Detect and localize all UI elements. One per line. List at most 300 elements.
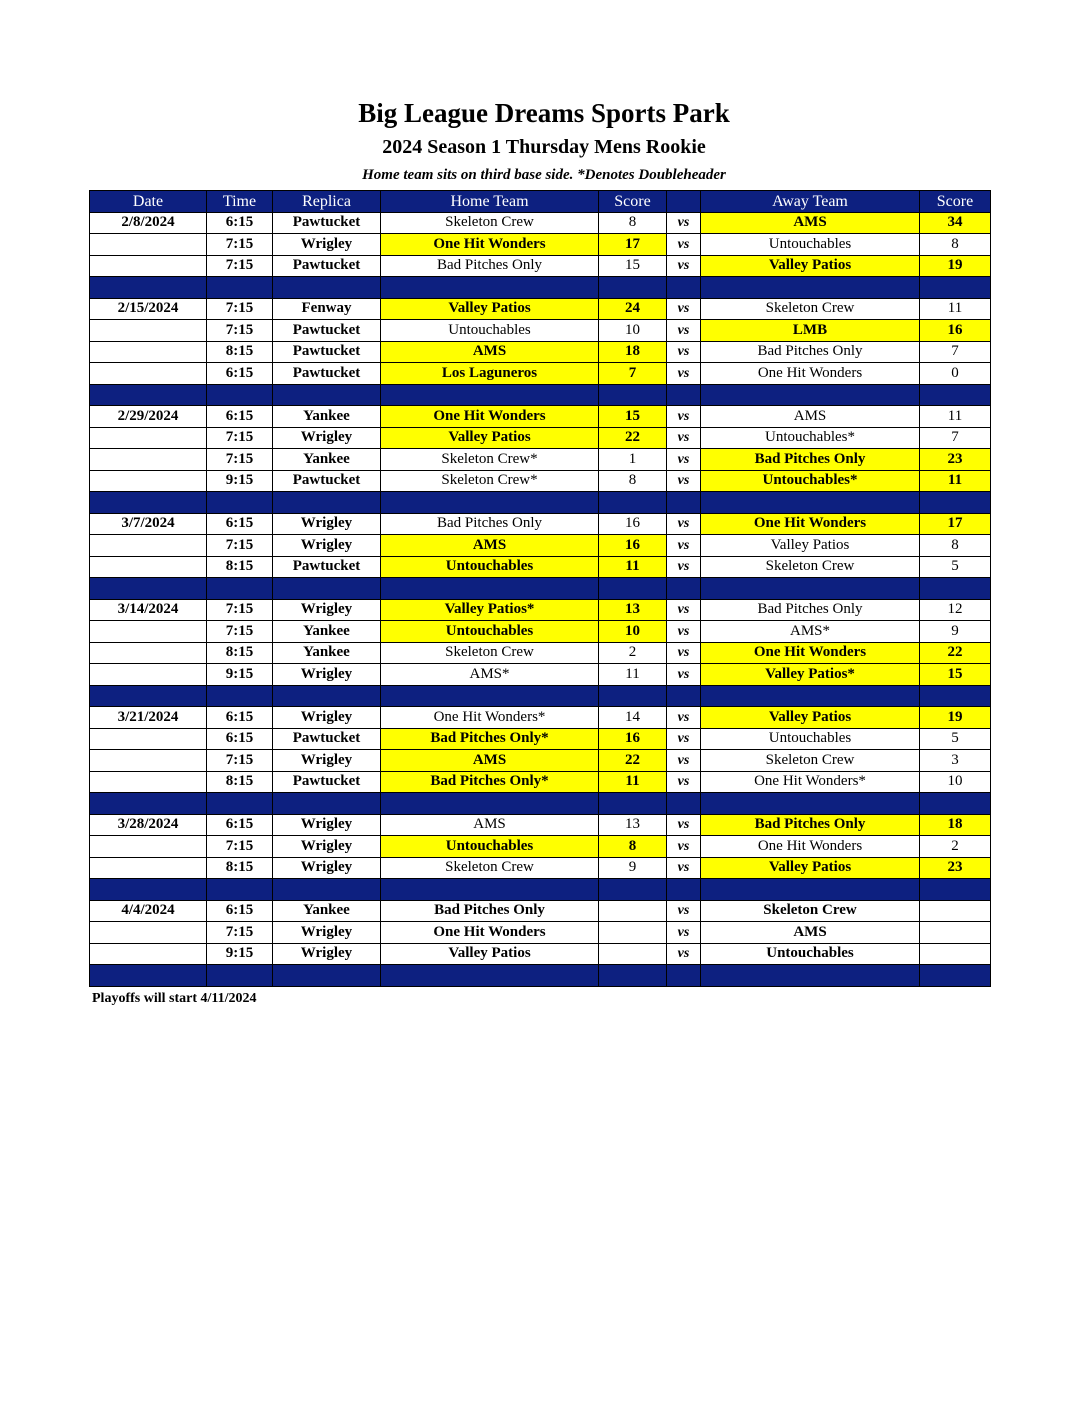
replica-cell: Wrigley (273, 836, 381, 858)
time-cell: 6:15 (207, 212, 273, 234)
separator-cell (920, 793, 991, 815)
replica-cell: Wrigley (273, 857, 381, 879)
time-cell: 8:15 (207, 642, 273, 664)
home-team-cell: Untouchables (381, 621, 599, 643)
week-separator-row (90, 879, 991, 901)
time-cell: 8:15 (207, 341, 273, 363)
away-team-cell: Untouchables* (701, 470, 920, 492)
home-score-cell: 13 (599, 814, 667, 836)
vs-cell: vs (667, 621, 701, 643)
separator-cell (207, 793, 273, 815)
separator-cell (273, 685, 381, 707)
separator-cell (381, 793, 599, 815)
time-cell: 7:15 (207, 599, 273, 621)
away-team-cell: Bad Pitches Only (701, 341, 920, 363)
separator-cell (701, 277, 920, 299)
away-team-cell: One Hit Wonders (701, 642, 920, 664)
date-cell (90, 857, 207, 879)
vs-cell: vs (667, 857, 701, 879)
home-score-cell: 16 (599, 728, 667, 750)
week-separator-row (90, 578, 991, 600)
away-team-cell: Skeleton Crew (701, 298, 920, 320)
table-row (90, 535, 991, 557)
separator-cell (599, 492, 667, 514)
away-team-cell: One Hit Wonders (701, 836, 920, 858)
home-team-cell: Valley Patios (381, 298, 599, 320)
replica-cell: Wrigley (273, 234, 381, 256)
away-score-cell (920, 943, 991, 965)
vs-cell: vs (667, 943, 701, 965)
separator-cell (667, 685, 701, 707)
away-team-cell: AMS* (701, 621, 920, 643)
vs-cell: vs (667, 298, 701, 320)
away-team-cell: Untouchables* (701, 427, 920, 449)
table-row (90, 449, 991, 471)
time-cell: 9:15 (207, 664, 273, 686)
separator-cell (381, 384, 599, 406)
page-title: Big League Dreams Sports Park (358, 98, 730, 128)
separator-cell (701, 793, 920, 815)
separator-cell (701, 879, 920, 901)
separator-cell (599, 879, 667, 901)
home-score-cell: 13 (599, 599, 667, 621)
table-row (90, 599, 991, 621)
separator-cell (920, 965, 991, 987)
vs-cell: vs (667, 922, 701, 944)
separator-cell (701, 965, 920, 987)
separator-cell (701, 492, 920, 514)
home-team-cell: Skeleton Crew (381, 857, 599, 879)
date-cell (90, 771, 207, 793)
separator-cell (273, 384, 381, 406)
date-cell: 3/7/2024 (90, 513, 207, 535)
table-row (90, 857, 991, 879)
table-row (90, 298, 991, 320)
separator-cell (920, 277, 991, 299)
away-team-cell: Bad Pitches Only (701, 599, 920, 621)
vs-cell: vs (667, 535, 701, 557)
home-team-cell: Skeleton Crew* (381, 449, 599, 471)
replica-cell: Pawtucket (273, 255, 381, 277)
table-row (90, 922, 991, 944)
replica-cell: Yankee (273, 900, 381, 922)
time-cell: 6:15 (207, 363, 273, 385)
replica-cell: Fenway (273, 298, 381, 320)
home-team-cell: AMS* (381, 664, 599, 686)
table-row (90, 814, 991, 836)
time-cell: 7:15 (207, 234, 273, 256)
home-score-cell: 15 (599, 255, 667, 277)
separator-cell (90, 492, 207, 514)
home-team-cell: One Hit Wonders (381, 922, 599, 944)
home-team-cell: Skeleton Crew (381, 642, 599, 664)
vs-cell: vs (667, 556, 701, 578)
separator-cell (90, 384, 207, 406)
time-cell: 7:15 (207, 449, 273, 471)
away-team-cell: LMB (701, 320, 920, 342)
separator-cell (599, 277, 667, 299)
replica-cell: Wrigley (273, 599, 381, 621)
home-score-cell: 11 (599, 771, 667, 793)
separator-cell (599, 685, 667, 707)
vs-cell: vs (667, 234, 701, 256)
away-score-cell: 3 (920, 750, 991, 772)
home-score-cell: 1 (599, 449, 667, 471)
replica-cell: Wrigley (273, 707, 381, 729)
replica-cell: Yankee (273, 621, 381, 643)
vs-cell: vs (667, 513, 701, 535)
away-score-cell (920, 900, 991, 922)
time-cell: 6:15 (207, 513, 273, 535)
home-score-cell: 8 (599, 212, 667, 234)
away-score-cell: 23 (920, 857, 991, 879)
away-score-cell: 8 (920, 535, 991, 557)
home-team-cell: Bad Pitches Only* (381, 771, 599, 793)
week-separator-row (90, 384, 991, 406)
vs-cell: vs (667, 750, 701, 772)
away-team-cell: Valley Patios (701, 707, 920, 729)
vs-cell: vs (667, 255, 701, 277)
vs-cell: vs (667, 814, 701, 836)
separator-cell (701, 384, 920, 406)
table-row (90, 212, 991, 234)
replica-cell: Yankee (273, 406, 381, 428)
home-score-cell: 11 (599, 664, 667, 686)
vs-cell: vs (667, 470, 701, 492)
separator-cell (207, 578, 273, 600)
home-team-cell: One Hit Wonders (381, 234, 599, 256)
replica-cell: Wrigley (273, 750, 381, 772)
replica-cell: Pawtucket (273, 470, 381, 492)
vs-cell: vs (667, 728, 701, 750)
replica-cell: Wrigley (273, 664, 381, 686)
time-cell: 8:15 (207, 771, 273, 793)
table-row (90, 255, 991, 277)
table-row (90, 771, 991, 793)
home-team-cell: Los Laguneros (381, 363, 599, 385)
replica-cell: Wrigley (273, 943, 381, 965)
separator-cell (381, 578, 599, 600)
time-cell: 7:15 (207, 621, 273, 643)
col-header-away-score: Score (920, 191, 991, 213)
home-team-cell: AMS (381, 750, 599, 772)
away-team-cell: Bad Pitches Only (701, 814, 920, 836)
table-row (90, 427, 991, 449)
home-score-cell: 10 (599, 320, 667, 342)
away-team-cell: One Hit Wonders (701, 513, 920, 535)
date-cell (90, 234, 207, 256)
home-team-cell: Untouchables (381, 320, 599, 342)
separator-cell (90, 793, 207, 815)
away-score-cell: 9 (920, 621, 991, 643)
table-row (90, 363, 991, 385)
date-cell (90, 449, 207, 471)
away-team-cell: Valley Patios (701, 857, 920, 879)
away-score-cell: 12 (920, 599, 991, 621)
away-team-cell: Skeleton Crew (701, 900, 920, 922)
away-score-cell: 23 (920, 449, 991, 471)
col-header-away-team: Away Team (701, 191, 920, 213)
date-cell (90, 363, 207, 385)
away-score-cell: 11 (920, 470, 991, 492)
separator-cell (599, 578, 667, 600)
vs-cell: vs (667, 341, 701, 363)
home-score-cell: 16 (599, 513, 667, 535)
separator-cell (381, 685, 599, 707)
home-score-cell (599, 943, 667, 965)
time-cell: 6:15 (207, 406, 273, 428)
home-score-cell: 2 (599, 642, 667, 664)
table-row (90, 707, 991, 729)
away-team-cell: Valley Patios (701, 255, 920, 277)
time-cell: 7:15 (207, 320, 273, 342)
date-cell: 2/29/2024 (90, 406, 207, 428)
separator-cell (207, 879, 273, 901)
away-score-cell: 34 (920, 212, 991, 234)
week-separator-row (90, 277, 991, 299)
separator-cell (207, 384, 273, 406)
vs-cell: vs (667, 836, 701, 858)
away-score-cell: 7 (920, 427, 991, 449)
date-cell: 2/8/2024 (90, 212, 207, 234)
home-score-cell: 9 (599, 857, 667, 879)
away-team-cell: Skeleton Crew (701, 556, 920, 578)
home-team-cell: Untouchables (381, 556, 599, 578)
home-score-cell: 22 (599, 750, 667, 772)
week-separator-row (90, 492, 991, 514)
date-cell (90, 664, 207, 686)
time-cell: 7:15 (207, 836, 273, 858)
home-team-cell: Bad Pitches Only (381, 513, 599, 535)
date-cell (90, 427, 207, 449)
col-header-vs (667, 191, 701, 213)
time-cell: 7:15 (207, 427, 273, 449)
separator-cell (90, 277, 207, 299)
separator-cell (207, 277, 273, 299)
away-score-cell: 5 (920, 556, 991, 578)
home-score-cell (599, 922, 667, 944)
replica-cell: Pawtucket (273, 771, 381, 793)
replica-cell: Pawtucket (273, 341, 381, 363)
separator-cell (667, 793, 701, 815)
away-score-cell: 11 (920, 406, 991, 428)
replica-cell: Wrigley (273, 814, 381, 836)
replica-cell: Wrigley (273, 535, 381, 557)
col-header-time: Time (207, 191, 273, 213)
separator-cell (381, 492, 599, 514)
replica-cell: Pawtucket (273, 556, 381, 578)
replica-cell: Wrigley (273, 513, 381, 535)
home-team-cell: One Hit Wonders* (381, 707, 599, 729)
away-team-cell: One Hit Wonders* (701, 771, 920, 793)
date-cell: 4/4/2024 (90, 900, 207, 922)
vs-cell: vs (667, 449, 701, 471)
date-cell (90, 535, 207, 557)
date-cell (90, 728, 207, 750)
home-score-cell: 14 (599, 707, 667, 729)
away-team-cell: Bad Pitches Only (701, 449, 920, 471)
replica-cell: Pawtucket (273, 363, 381, 385)
separator-cell (207, 965, 273, 987)
date-cell (90, 621, 207, 643)
separator-cell (667, 879, 701, 901)
away-team-cell: Untouchables (701, 728, 920, 750)
time-cell: 7:15 (207, 298, 273, 320)
vs-cell: vs (667, 664, 701, 686)
separator-cell (381, 277, 599, 299)
date-cell (90, 836, 207, 858)
home-score-cell: 24 (599, 298, 667, 320)
table-row (90, 621, 991, 643)
away-score-cell: 22 (920, 642, 991, 664)
away-score-cell: 18 (920, 814, 991, 836)
replica-cell: Pawtucket (273, 728, 381, 750)
away-score-cell: 2 (920, 836, 991, 858)
home-team-cell: AMS (381, 535, 599, 557)
separator-cell (920, 578, 991, 600)
separator-cell (381, 965, 599, 987)
col-header-home-score: Score (599, 191, 667, 213)
home-team-cell: Valley Patios (381, 427, 599, 449)
date-cell (90, 922, 207, 944)
time-cell: 7:15 (207, 255, 273, 277)
schedule-table (89, 190, 991, 987)
col-header-date: Date (90, 191, 207, 213)
away-score-cell: 19 (920, 255, 991, 277)
table-row (90, 470, 991, 492)
vs-cell: vs (667, 900, 701, 922)
away-team-cell: Untouchables (701, 234, 920, 256)
away-score-cell: 17 (920, 513, 991, 535)
home-team-cell: Bad Pitches Only* (381, 728, 599, 750)
separator-cell (273, 277, 381, 299)
separator-cell (701, 578, 920, 600)
home-team-cell: Valley Patios (381, 943, 599, 965)
time-cell: 9:15 (207, 470, 273, 492)
table-row (90, 320, 991, 342)
separator-cell (667, 965, 701, 987)
away-score-cell: 0 (920, 363, 991, 385)
separator-cell (920, 384, 991, 406)
replica-cell: Yankee (273, 642, 381, 664)
date-cell: 2/15/2024 (90, 298, 207, 320)
separator-cell (273, 965, 381, 987)
home-team-cell: Bad Pitches Only (381, 255, 599, 277)
replica-cell: Pawtucket (273, 212, 381, 234)
table-row (90, 750, 991, 772)
home-score-cell: 8 (599, 836, 667, 858)
date-cell (90, 642, 207, 664)
away-score-cell: 10 (920, 771, 991, 793)
home-team-cell: AMS (381, 814, 599, 836)
away-team-cell: AMS (701, 922, 920, 944)
separator-cell (273, 492, 381, 514)
away-score-cell: 11 (920, 298, 991, 320)
away-team-cell: Valley Patios* (701, 664, 920, 686)
separator-cell (667, 492, 701, 514)
vs-cell: vs (667, 320, 701, 342)
time-cell: 8:15 (207, 556, 273, 578)
separator-cell (920, 492, 991, 514)
vs-cell: vs (667, 599, 701, 621)
time-cell: 7:15 (207, 922, 273, 944)
separator-cell (207, 685, 273, 707)
date-cell (90, 556, 207, 578)
home-team-cell: AMS (381, 341, 599, 363)
away-score-cell: 15 (920, 664, 991, 686)
away-team-cell: Valley Patios (701, 535, 920, 557)
away-score-cell: 19 (920, 707, 991, 729)
separator-cell (207, 492, 273, 514)
separator-cell (273, 793, 381, 815)
date-cell (90, 943, 207, 965)
time-cell: 6:15 (207, 900, 273, 922)
table-row (90, 513, 991, 535)
date-cell (90, 341, 207, 363)
home-team-cell: Untouchables (381, 836, 599, 858)
separator-cell (599, 384, 667, 406)
separator-cell (667, 384, 701, 406)
date-cell: 3/14/2024 (90, 599, 207, 621)
away-team-cell: One Hit Wonders (701, 363, 920, 385)
separator-cell (599, 965, 667, 987)
schedule-body (90, 212, 991, 986)
replica-cell: Wrigley (273, 427, 381, 449)
home-team-cell: Skeleton Crew* (381, 470, 599, 492)
week-separator-row (90, 965, 991, 987)
date-cell: 3/28/2024 (90, 814, 207, 836)
separator-cell (273, 578, 381, 600)
away-score-cell: 16 (920, 320, 991, 342)
home-team-cell: Skeleton Crew (381, 212, 599, 234)
away-score-cell: 5 (920, 728, 991, 750)
home-team-cell: Bad Pitches Only (381, 900, 599, 922)
table-row (90, 406, 991, 428)
week-separator-row (90, 793, 991, 815)
vs-cell: vs (667, 642, 701, 664)
table-row (90, 664, 991, 686)
vs-cell: vs (667, 427, 701, 449)
time-cell: 7:15 (207, 535, 273, 557)
away-team-cell: Untouchables (701, 943, 920, 965)
separator-cell (273, 879, 381, 901)
separator-cell (90, 578, 207, 600)
separator-cell (90, 879, 207, 901)
home-score-cell (599, 900, 667, 922)
time-cell: 8:15 (207, 857, 273, 879)
home-score-cell: 10 (599, 621, 667, 643)
away-team-cell: Skeleton Crew (701, 750, 920, 772)
table-row (90, 556, 991, 578)
table-row (90, 234, 991, 256)
home-score-cell: 17 (599, 234, 667, 256)
vs-cell: vs (667, 771, 701, 793)
home-score-cell: 15 (599, 406, 667, 428)
time-cell: 6:15 (207, 707, 273, 729)
date-cell: 3/21/2024 (90, 707, 207, 729)
separator-cell (90, 965, 207, 987)
separator-cell (381, 879, 599, 901)
separator-cell (90, 685, 207, 707)
away-score-cell (920, 922, 991, 944)
schedule-note: Home team sits on third base side. *Denotes Doubleheader (362, 167, 726, 183)
date-cell (90, 470, 207, 492)
table-row (90, 943, 991, 965)
date-cell (90, 320, 207, 342)
table-row (90, 900, 991, 922)
date-cell (90, 750, 207, 772)
replica-cell: Yankee (273, 449, 381, 471)
